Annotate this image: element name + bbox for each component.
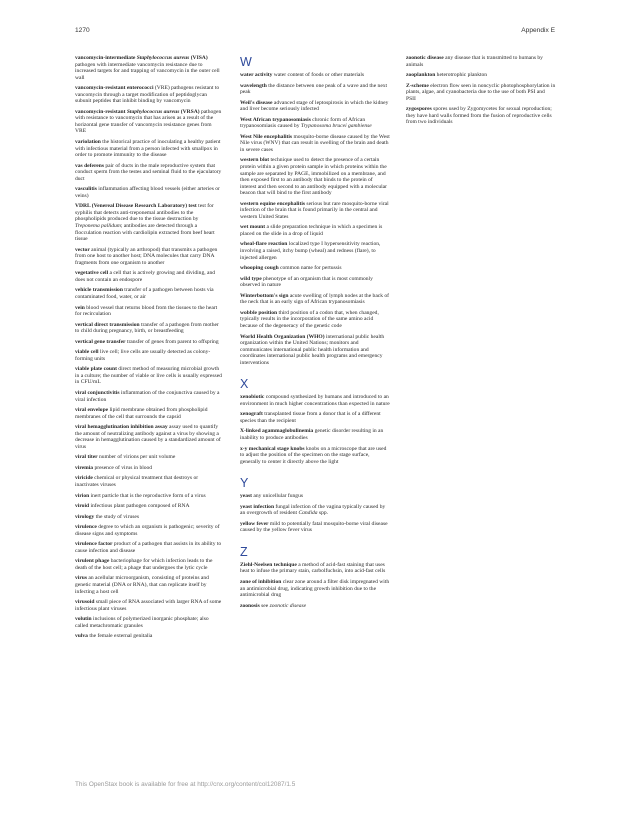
glossary-entry: western blot technique used to detect the presence of a certain protein within a given protein sample in which proteins within the sample are separated by PAGE, immobilized on a membrane, and then exposed first to an antibody that binds to the protein of interest and then second to an antibody equipped with a molecular beacon that will bind to the first antibody [240, 157, 387, 197]
glossary-entry: vancomycin-resistant enterococci (VRE) pathogens resistant to vancomycin through a target modification of peptidoglycan subunit peptides that inhibit binding by vancomycin [75, 85, 220, 105]
glossary-entry: volutin inclusions of polymerized inorganic phosphate; also called metachromatic granules [75, 616, 209, 629]
glossary-entry: variolation the historical practice of inoculating a healthy patient with infectious material from a person infected with smallpox in order to promote immunity to the disease [75, 139, 221, 159]
glossary-entry: yeast infection fungal infection of the vagina typically caused by an overgrowth of resident Candida spp. [240, 503, 386, 517]
glossary-entry: vegetative cell a cell that is actively growing and dividing, and does not contain an endospore [75, 270, 216, 283]
glossary-entry: vasculitis inflammation affecting blood vessels (either arteries or veins) [75, 186, 220, 199]
section-letter-y: Y [240, 476, 249, 491]
glossary-entry: virulence factor product of a pathogen that assists in its ability to cause infection and disease [75, 541, 222, 554]
glossary-entry: yeast any unicellular fungus [240, 493, 304, 500]
glossary-entry: viroid infectious plant pathogen composed of RNA [75, 503, 190, 510]
glossary-entry: virion inert particle that is the reproductive form of a virus [75, 492, 206, 499]
glossary-entry: viricide chemical or physical treatment that destroys or inactivates viruses [75, 475, 199, 488]
glossary-entry: vertical gene transfer transfer of genes from parent to offspring [75, 338, 219, 345]
glossary-entry: virusoid small piece of RNA associated with larger RNA of some infectious plant viruses [75, 599, 222, 612]
glossary-column-2 [240, 55, 390, 613]
glossary-column-3 [406, 55, 556, 130]
glossary-entry: vector animal (typically an arthropod) that transmits a pathogen from one host to another host; DNA molecules that carry DNA fragments from one organism to another [75, 246, 218, 266]
glossary-entry: virulent phage bacteriophage for which infection leads to the death of the host cell; a phage that undergoes the lytic cycle [75, 558, 213, 571]
section-letter-x: X [240, 377, 249, 392]
glossary-entry: wet mount a slide preparation technique in which a specimen is placed on the slide in a drop of liquid [240, 224, 383, 237]
glossary-entry: zygospores spores used by Zygomycetes for sexual reproduction; they have hard walls formed from the fusion of reproductive cells from two individuals [406, 106, 552, 126]
glossary-entry: zoonotic disease any disease that is transmitted to humans by animals [406, 55, 543, 68]
glossary-entry: vertical direct transmission transfer of a pathogen from mother to child during pregnancy, birth, or breastfeeding [75, 321, 219, 335]
glossary-entry: zooplankton heterotrophic plankton [406, 72, 488, 79]
glossary-entry: Z-scheme electron flow seen in noncyclic photophosphorylation in plants, algae, and cyanobacteria due to the use of both PSI and PSII [406, 82, 556, 102]
page-number: 1270 [75, 27, 90, 34]
glossary-entry: yellow fever mild to potentially fatal mosquito-borne viral disease caused by the yellow fever virus [240, 520, 388, 534]
glossary-entry: World Health Organization (WHO) international public health organization within the United Nations; monitors and communicates international public health information and coordinates international public health programs and emergency interventions [240, 333, 385, 366]
glossary-entry: zoonosis see zoonotic disease [240, 602, 307, 609]
glossary-entry: vehicle transmission transfer of a pathogen between hosts via contaminated food, water, or air [75, 287, 214, 300]
glossary-entry: virus an acellular microorganism, consisting of proteins and genetic material (DNA or RNA), that can replicate itself by infecting a host cell [75, 575, 209, 595]
section-title: Appendix E [521, 27, 555, 34]
glossary-entry: Weil's disease advanced stage of leptospirosis in which the kidney and liver become seriously infected [240, 99, 389, 113]
glossary-entry: Winterbottom's sign acute swelling of lymph nodes at the back of the neck that is an early sign of African trypanosomiasis [240, 292, 390, 306]
glossary-entry: viable cell live cell; live cells are usually detected as colony-forming units [75, 349, 211, 362]
glossary-entry: viral hemagglutination inhibition assay assay used to quantify the amount of neutralizing antibody against a virus by showing a decrease in hemagglutination caused by a standardized amount of virus [75, 424, 221, 450]
glossary-entry: virology the study of viruses [75, 513, 139, 520]
page-footer: This OpenStax book is available for free at http://cnx.org/content/col12087/1.5 [75, 781, 296, 788]
glossary-entry: West African trypanosomiasis chronic form of African trypanosomiasis caused by Trypanosoma brucei gambiense [240, 116, 372, 130]
glossary-entry: vancomycin-resistant Staphylococcus aureus (VRSA) pathogen with resistance to vancomycin that has arisen as a result of the horizontal gene transfer of vancomycin resistance genes from VRE [75, 108, 222, 135]
glossary-entry: wild type phenotype of an organism that is most commonly observed in nature [240, 275, 373, 289]
glossary-entry: virulence degree to which an organism is pathogenic; severity of disease signs and symptoms [75, 524, 220, 537]
glossary-entry: vulva the female external genitalia [75, 633, 153, 640]
glossary-entry: viremia presence of virus in blood [75, 464, 153, 471]
glossary-entry: wobble position third position of a codon that, when changed, typically results in the incorporation of the same amino acid because of the degeneracy of the genetic code [240, 309, 379, 329]
section-letter-w: W [240, 55, 252, 69]
page-header [75, 27, 555, 34]
glossary-entry: vein blood vessel that returns blood from the tissues to the heart for recirculation [75, 304, 218, 318]
glossary-entry: wheal-flare reaction localized type I hypersensitivity reaction, involving a raised, itchy bump (wheal) and redness (flare), to injected allergen [240, 241, 381, 261]
glossary-entry: viral envelope lipid membrane obtained from phospholipid membranes of the cell that surrounds the capsid [75, 407, 208, 420]
glossary-entry: western equine encephalitis serious but rare mosquito-borne viral infection of the brain that is found primarily in the central and western United States [240, 200, 389, 220]
section-letter-z: Z [240, 544, 248, 559]
glossary-entry: viral conjunctivitis inflammation of the conjunctiva caused by a viral infection [75, 389, 220, 403]
glossary-entry: viral titer number of virions per unit volume [75, 454, 176, 461]
glossary-entry: x-y mechanical stage knobs knobs on a microscope that are used to adjust the position of the specimen on the stage surface, generally to center it directly above the light [240, 445, 387, 465]
glossary-entry: zone of inhibition clear zone around a filter disk impregnated with an antimicrobial drug, indicating growth inhibition due to the antimicrobial drug [240, 578, 390, 599]
glossary-entry: Ziehl-Neelsen technique a method of acid-fast staining that uses heat to infuse the primary stain, carbolfuchsin, into acid-fast cells [240, 561, 386, 575]
glossary-entry: VDRL (Venereal Disease Research Laboratory) test test for syphilis that detects anti-treponemal antibodies to the phospholipids produced due to the tissue destruction by Treponema pallidum; antibodies are detected through a flocculation reaction with cardiolipin extracted from beef heart tissue [75, 203, 215, 243]
glossary-entry: vancomycin-intermediate Staphylococcus aureus (VISA) pathogen with intermediate vancomycin resistance due to increased targets for and trapping of vancomycin in the outer cell wall [75, 55, 220, 81]
glossary-entry: West Nile encephalitis mosquito-borne disease caused by the West Nile virus (WNV) that can result in swelling of the brain and death in severe cases [240, 133, 390, 153]
glossary-entry: whooping cough common name for pertussis [240, 265, 342, 272]
glossary-entry: xenograft transplanted tissue from a donor that is of a different species than the recipient [240, 411, 381, 424]
glossary-entry: wavelength the distance between one peak of a wave and the next peak [240, 82, 388, 96]
glossary-entry: vas deferens pair of ducts in the male reproductive system that conduct sperm from the testes and seminal fluid to the ejaculatory duct [75, 162, 222, 182]
glossary-entry: water activity water content of foods or other materials [240, 72, 365, 78]
glossary-column-1 [75, 55, 223, 644]
glossary-entry: xenobiotic compound synthesized by humans and introduced to an environment in much higher concentrations than expected in nature [240, 394, 390, 407]
glossary-entry: X-linked agammaglobulinemia genetic disorder resulting in an inability to produce antibodies [240, 428, 384, 441]
glossary-entry: viable plate count direct method of measuring microbial growth in a culture; the number of viable or live cells is usually expressed in CFU/mL [75, 366, 222, 386]
